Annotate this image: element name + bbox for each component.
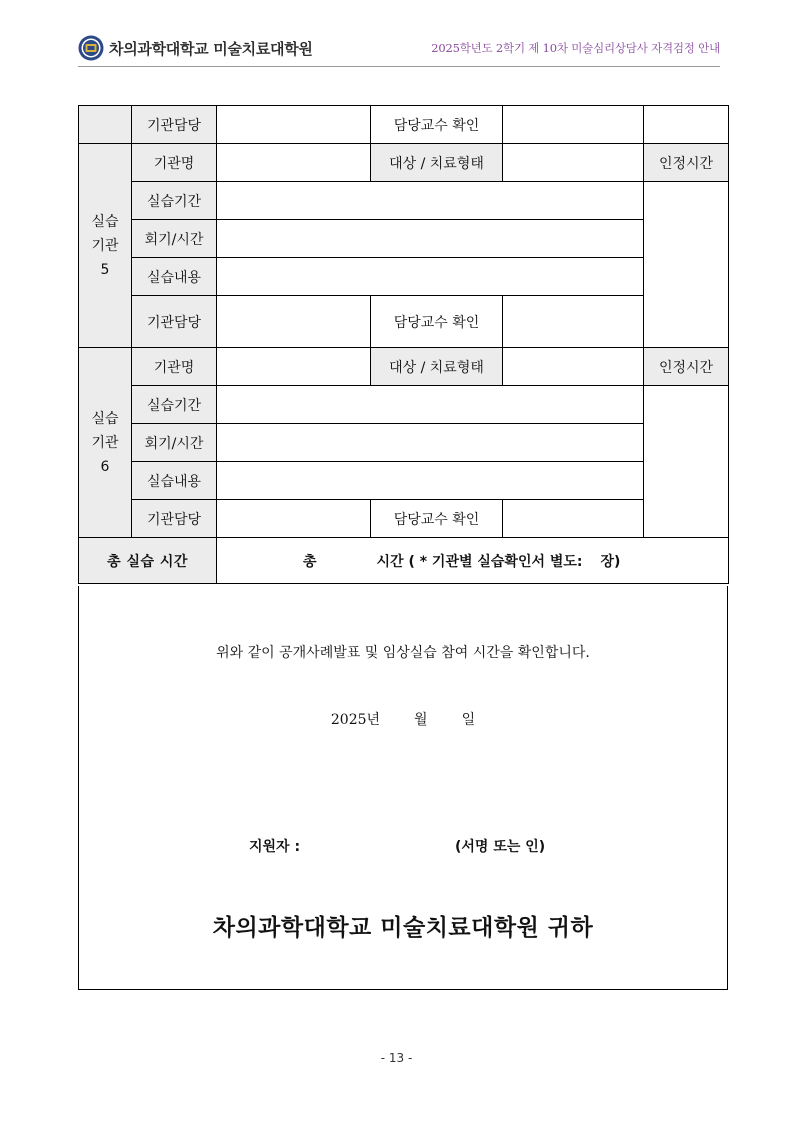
staff-label: 기관담당	[132, 296, 217, 348]
blank-cell	[79, 106, 132, 144]
certified-hours-input[interactable]	[644, 182, 729, 348]
table-row	[79, 424, 729, 462]
certified-hours-label: 인정시간	[644, 144, 729, 182]
content-label: 실습내용	[132, 258, 217, 296]
certified-hours-label: 인정시간	[644, 348, 729, 386]
period-input[interactable]	[217, 182, 644, 220]
period-label: 실습기간	[132, 386, 217, 424]
professor-check-label: 담당교수 확인	[371, 500, 503, 538]
institution-name-input[interactable]	[217, 348, 371, 386]
sessions-hours-input[interactable]	[217, 220, 644, 258]
applicant-label: 지원자 :	[249, 839, 301, 855]
staff-label: 기관담당	[132, 500, 217, 538]
certified-hours-input[interactable]	[644, 386, 729, 538]
total-hours-value[interactable]: 총 시간 ( * 기관별 실습확인서 별도: 장)	[217, 538, 729, 584]
staff-input[interactable]	[217, 296, 371, 348]
table-row	[79, 144, 729, 182]
total-hours-label: 총 실습 시간	[79, 538, 217, 584]
target-type-input[interactable]	[503, 348, 644, 386]
signature-note: (서명 또는 인)	[455, 839, 546, 855]
table-row	[79, 296, 729, 348]
professor-check-input[interactable]	[503, 296, 644, 348]
content-input[interactable]	[217, 258, 644, 296]
sessions-hours-input[interactable]	[217, 424, 644, 462]
content-input[interactable]	[217, 462, 644, 500]
target-type-label: 대상 / 치료형태	[371, 144, 503, 182]
institution-5-label: 실습 기관 5	[79, 144, 132, 348]
period-input[interactable]	[217, 386, 644, 424]
table-row	[79, 220, 729, 258]
document-title: 2025학년도 2학기 제 10차 미술심리상담사 자격검정 안내	[431, 41, 720, 55]
institution-name-label: 기관명	[132, 144, 217, 182]
staff-label: 기관담당	[132, 106, 217, 144]
professor-check-input[interactable]	[503, 500, 644, 538]
university-seal-icon	[78, 35, 104, 61]
table-row	[79, 182, 729, 220]
org-name: 차의과학대학교 미술치료대학원	[109, 40, 313, 58]
professor-check-label: 담당교수 확인	[371, 296, 503, 348]
period-label: 실습기간	[132, 182, 217, 220]
signature-box	[78, 586, 728, 990]
sessions-hours-label: 회기/시간	[132, 424, 217, 462]
hours-input[interactable]	[644, 106, 729, 144]
table-row	[79, 348, 729, 386]
addressee: 차의과학대학교 미술치료대학원 귀하	[212, 915, 594, 941]
institution-6-label: 실습 기관 6	[79, 348, 132, 538]
target-type-input[interactable]	[503, 144, 644, 182]
target-type-label: 대상 / 치료형태	[371, 348, 503, 386]
table-row	[79, 258, 729, 296]
confirmation-text: 위와 같이 공개사례발표 및 임상실습 참여 시간을 확인합니다.	[216, 645, 590, 661]
professor-check-label: 담당교수 확인	[371, 106, 503, 144]
date-line[interactable]: 2025년 월 일	[330, 712, 476, 728]
page-header	[78, 34, 720, 67]
staff-input[interactable]	[217, 106, 371, 144]
staff-input[interactable]	[217, 500, 371, 538]
total-row	[79, 538, 729, 584]
content-label: 실습내용	[132, 462, 217, 500]
page-number: - 13 -	[380, 1051, 413, 1065]
sessions-hours-label: 회기/시간	[132, 220, 217, 258]
practicum-table	[78, 105, 729, 584]
table-row	[79, 462, 729, 500]
institution-name-input[interactable]	[217, 144, 371, 182]
professor-check-input[interactable]	[503, 106, 644, 144]
institution-name-label: 기관명	[132, 348, 217, 386]
table-row	[79, 500, 729, 538]
table-row	[79, 386, 729, 424]
table-row	[79, 106, 729, 144]
